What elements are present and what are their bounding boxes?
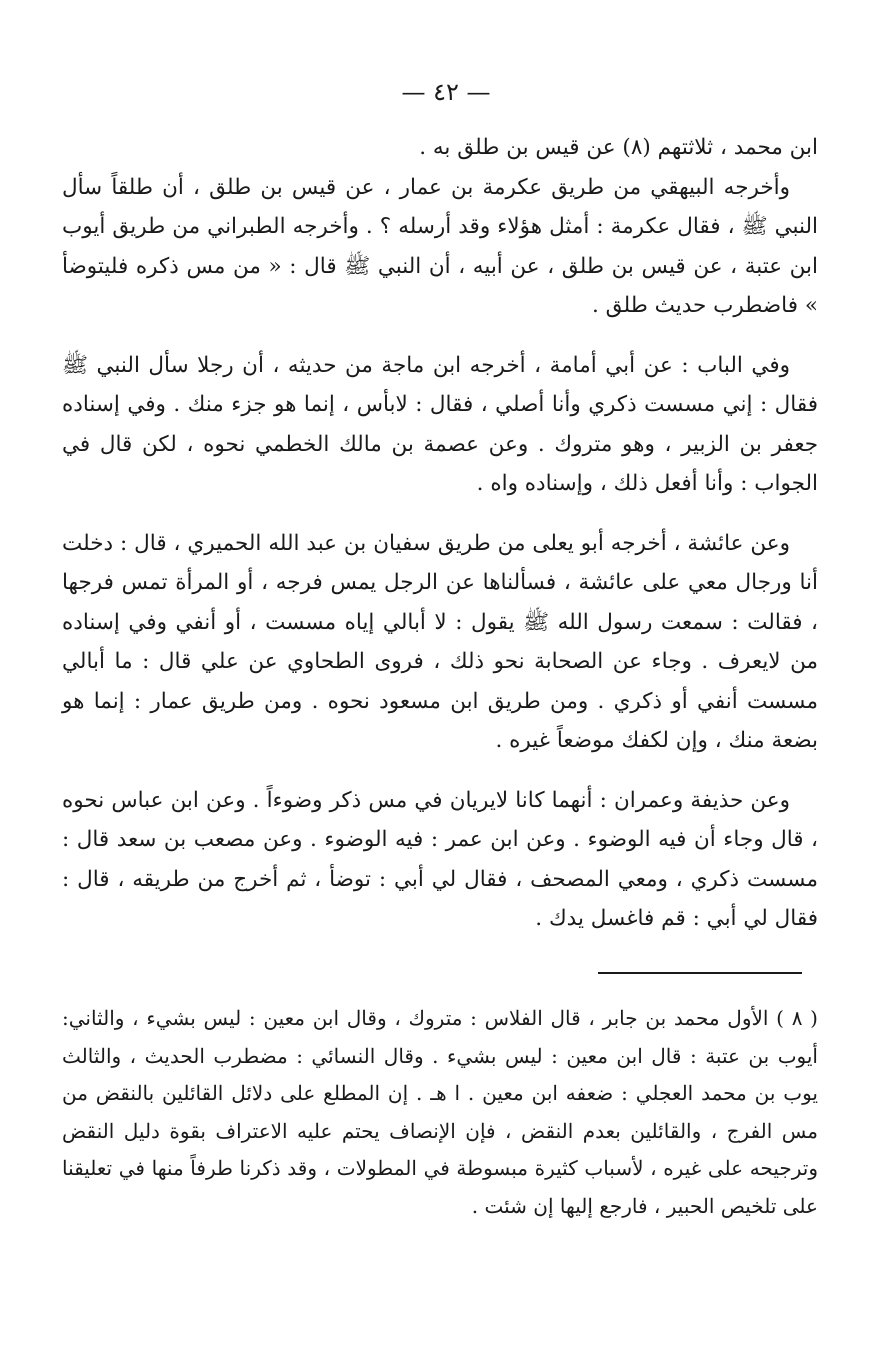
paragraph-continuation: ابن محمد ، ثلاثتهم (٨) عن قيس بن طلق به . bbox=[419, 135, 818, 160]
paragraph-bayhaqi: وأخرجه البيهقي من طريق عكرمة بن عمار ، عن قيس بن طلق ، أن طلقاً سأل النبي ﷺ ، فقال عكرمة : أمثل هؤلاء وقد أرسله ؟ . وأخرجه الطبراني من طريق أيوب ابن عتبة ، عن قيس بن طلق ، عن أبيه ، أن النبي ﷺ قال : « من مس ذكره فليتوضأ » فاضطرب حديث طلق . bbox=[62, 174, 818, 318]
main-text bbox=[62, 128, 818, 939]
footnote-separator bbox=[598, 972, 802, 974]
paragraph-hudhayfa: وعن حذيفة وعمران : أنهما كانا لايريان في مس ذكر وضوءاً . وعن ابن عباس نحوه ، قال وجاء أن فيه الوضوء . وعن ابن عمر : فيه الوضوء . وعن مصعب بن سعد قال : مسست ذكري ، ومعي المصحف ، فقال لي أبي : توضأ ، ثم أخرج من طريقه ، قال : فقال لي أبي : قم فاغسل يدك . bbox=[62, 787, 818, 931]
paragraph-abu-umama: وفي الباب : عن أبي أمامة ، أخرجه ابن ماجة من حديثه ، أن رجلا سأل النبي ﷺ فقال : إني مسست ذكري وأنا أصلي ، فقال : لابأس ، إنما هو جزء منك . وفي إسناده جعفر بن الزبير ، وهو متروك . وعن عصمة بن مالك الخطمي نحوه ، لكن قال في الجواب : وأنا أفعل ذلك ، وإسناده واه . bbox=[62, 352, 818, 496]
footnote: ( ٨ ) الأول محمد بن جابر ، قال الفلاس : متروك ، وقال ابن معين : ليس بشيء ، والثاني: أيوب بن عتبة : قال ابن معين : ليس بشيء . وقال النسائي : مضطرب الحديث ، والثالث يوب بن محمد العجلي : ضعفه ابن معين . ا هـ . إن المطلع على دلائل القائلين بالنقض من مس الفرج ، والقائلين بعدم النقض ، فإن الإنصاف يحتم عليه الاعتراف بقوة دليل النقض وترجيحه على غيره ، لأسباب كثيرة مبسوطة في المطولات ، وقد ذكرنا طرفاً منها في تعليقنا على تلخيص الحبير ، فارجع إليها إن شئت . bbox=[62, 1006, 818, 1218]
page-number: — ٤٢ — bbox=[401, 78, 491, 106]
paragraph-aisha: وعن عائشة ، أخرجه أبو يعلى من طريق سفيان بن عبد الله الحميري ، قال : دخلت أنا ورجال معي على عائشة ، فسألناها عن الرجل يمس فرجه ، أو المرأة تمس فرجها ، فقالت : سمعت رسول الله ﷺ يقول : لا أبالي إياه مسست ، أو أنفي وفي إسناده من لايعرف . وجاء عن الصحابة نحو ذلك ، فروى الطحاوي عن علي قال : ما أبالي مسست أنفي أو ذكري . ومن طريق ابن مسعود نحوه . ومن طريق عمار : إنما هو بضعة منك ، وإن لكفك موضعاً غيره . bbox=[62, 530, 819, 753]
